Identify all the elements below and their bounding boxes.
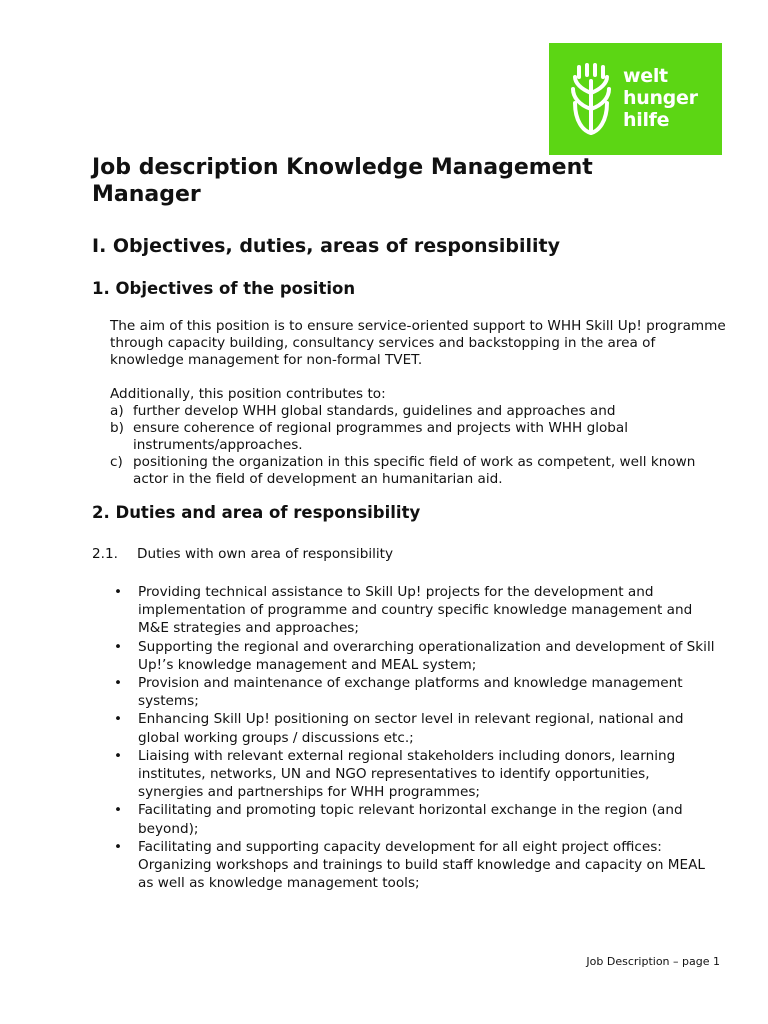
page-footer: Job Description – page 1 [586,955,720,968]
bullet-icon: • [114,638,123,655]
heading-duties-and-area: 2. Duties and area of responsibility [92,503,421,522]
organization-logo [549,43,722,155]
list-item [114,710,719,746]
bullet-icon: • [114,838,123,855]
bullet-text: Facilitating and supporting capacity development for all eight project offices: Organizing workshops and trainings to build staff knowledge and capacity on MEAL as well as knowledge management tools; [138,838,705,892]
bullet-text: Enhancing Skill Up! positioning on sector level in relevant regional, national and global working groups / discussions etc.; [138,711,684,746]
heading-objectives-of-position: 1. Objectives of the position [92,279,356,298]
bullet-icon: • [114,747,123,764]
list-item [114,838,719,893]
bullet-icon: • [114,711,123,728]
paragraph-aim: The aim of this position is to ensure service-oriented support to WHH Skill Up! programme through capacity building, consultancy services and backstopping in the area of knowledge management for non-formal TVET. [110,318,726,368]
bullet-text: Provision and maintenance of exchange platforms and knowledge management systems; [138,675,683,710]
subsection-number: 2.1. [92,546,118,562]
logo-text-hilfe: hilfe [623,109,670,131]
list-item [110,403,730,420]
wheat-globe-icon [571,63,615,135]
subsection-heading [92,546,393,563]
list-item-text: further develop WHH global standards, guidelines and approaches and [133,403,616,419]
list-item [114,674,719,710]
list-marker: c) [110,454,123,470]
bullet-text: Facilitating and promoting topic relevant horizontal exchange in the region (and beyond); [138,802,683,837]
list-item-text: ensure coherence of regional programmes and projects with WHH global instruments/approaches. [133,420,629,453]
list-item [110,420,730,454]
document-title: Job description Knowledge Management Manager [92,155,593,207]
paragraph-additionally: Additionally, this position contributes to: [110,386,386,402]
duties-bullet-list [114,583,719,892]
bullet-text: Providing technical assistance to Skill Up! projects for the development and implementation of programme and country specific knowledge management and M&E strategies and approaches; [138,584,693,637]
list-item [114,583,719,638]
subsection-title: Duties with own area of responsibility [137,546,394,562]
list-marker: a) [110,403,124,419]
section-heading-objectives-duties: I. Objectives, duties, areas of responsibility [92,235,561,257]
bullet-icon: • [114,802,123,819]
list-item-text: positioning the organization in this specific field of work as competent, well known actor in the field of development an humanitarian aid. [133,454,696,487]
list-item [114,801,719,837]
list-item [110,454,730,488]
bullet-icon: • [114,584,123,600]
logo-text-hunger: hunger [623,87,698,109]
bullet-text: Supporting the regional and overarching operationalization and development of Skill Up!’s knowledge management and MEAL system; [138,638,715,673]
contribution-list [110,403,730,488]
list-item [114,638,719,674]
list-marker: b) [110,420,124,436]
logo-text-welt: welt [623,65,668,87]
list-item [114,747,719,802]
bullet-text: Liaising with relevant external regional stakeholders including donors, learning institutes, networks, UN and NGO representatives to identify opportunities, synergies and partnerships for WHH programmes; [138,747,676,801]
bullet-icon: • [114,675,123,692]
